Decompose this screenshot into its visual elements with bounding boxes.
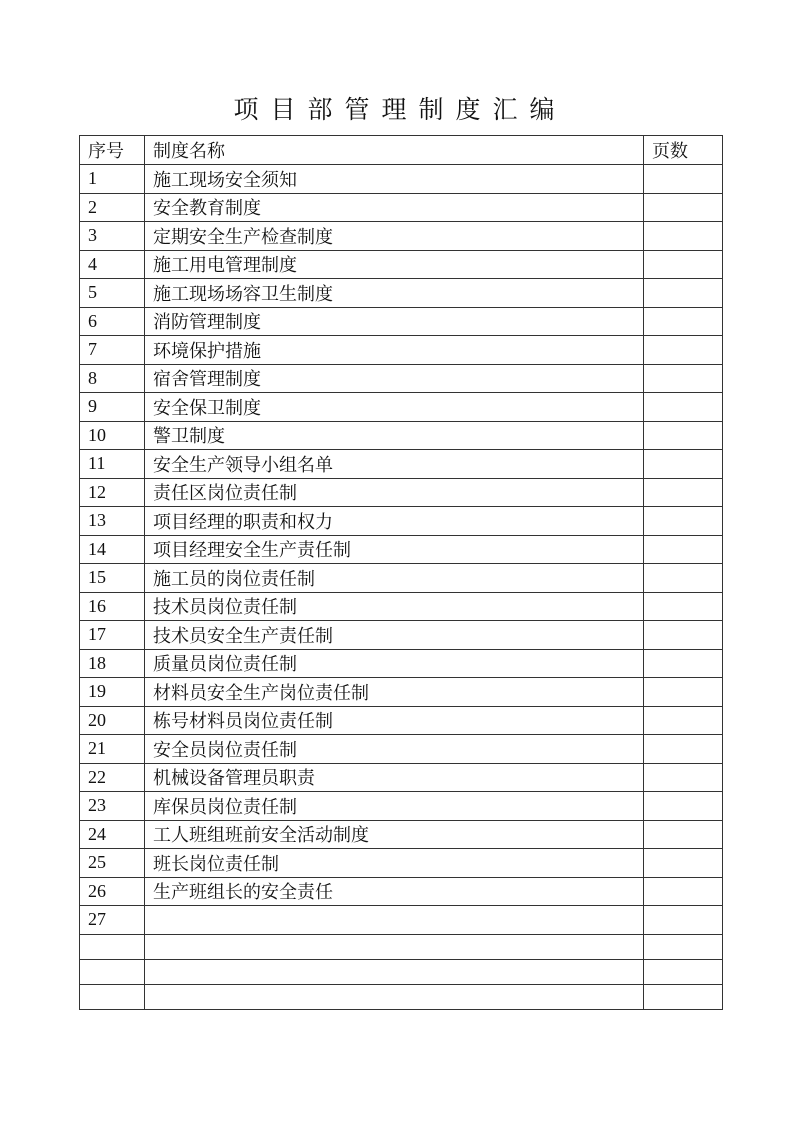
regulations-index-table xyxy=(79,135,723,1010)
row-seq: 15 xyxy=(80,564,145,593)
table-row xyxy=(80,279,723,308)
row-name: 施工现场场容卫生制度 xyxy=(145,279,644,308)
row-pages xyxy=(644,478,723,507)
row-pages xyxy=(644,421,723,450)
row-name: 工人班组班前安全活动制度 xyxy=(145,820,644,849)
row-seq: 11 xyxy=(80,450,145,479)
row-pages xyxy=(644,193,723,222)
row-seq: 16 xyxy=(80,592,145,621)
row-seq: 22 xyxy=(80,763,145,792)
row-pages xyxy=(644,906,723,935)
row-pages xyxy=(644,877,723,906)
row-seq: 23 xyxy=(80,792,145,821)
table-row-blank xyxy=(80,934,723,959)
row-seq: 17 xyxy=(80,621,145,650)
row-pages xyxy=(644,364,723,393)
row-name: 警卫制度 xyxy=(145,421,644,450)
row-seq: 6 xyxy=(80,307,145,336)
table-row xyxy=(80,250,723,279)
blank-cell xyxy=(644,959,723,984)
table-row xyxy=(80,906,723,935)
row-name: 安全教育制度 xyxy=(145,193,644,222)
row-pages xyxy=(644,307,723,336)
row-pages xyxy=(644,507,723,536)
table-row xyxy=(80,450,723,479)
table-row xyxy=(80,535,723,564)
row-seq: 9 xyxy=(80,393,145,422)
row-pages xyxy=(644,621,723,650)
row-name: 项目经理安全生产责任制 xyxy=(145,535,644,564)
row-pages xyxy=(644,735,723,764)
row-name: 机械设备管理员职责 xyxy=(145,763,644,792)
row-pages xyxy=(644,222,723,251)
row-pages xyxy=(644,849,723,878)
row-name: 班长岗位责任制 xyxy=(145,849,644,878)
blank-cell xyxy=(145,934,644,959)
row-pages xyxy=(644,792,723,821)
table-row xyxy=(80,592,723,621)
row-seq: 2 xyxy=(80,193,145,222)
table-row xyxy=(80,336,723,365)
table-row xyxy=(80,165,723,194)
blank-cell xyxy=(145,959,644,984)
page-title: 项目部管理制度汇编 xyxy=(233,95,567,124)
table-row xyxy=(80,735,723,764)
table-row xyxy=(80,393,723,422)
row-seq: 1 xyxy=(80,165,145,194)
table-row-blank xyxy=(80,984,723,1009)
row-seq: 7 xyxy=(80,336,145,365)
table-row xyxy=(80,307,723,336)
row-name: 施工现场安全须知 xyxy=(145,165,644,194)
header-pages: 页数 xyxy=(644,136,723,165)
row-seq: 18 xyxy=(80,649,145,678)
row-name: 项目经理的职责和权力 xyxy=(145,507,644,536)
blank-cell xyxy=(145,984,644,1009)
row-name: 环境保护措施 xyxy=(145,336,644,365)
table-row xyxy=(80,849,723,878)
blank-cell xyxy=(80,934,145,959)
row-seq: 26 xyxy=(80,877,145,906)
blank-cell xyxy=(80,959,145,984)
row-seq: 19 xyxy=(80,678,145,707)
table-row xyxy=(80,478,723,507)
row-seq: 13 xyxy=(80,507,145,536)
row-name: 栋号材料员岗位责任制 xyxy=(145,706,644,735)
table-row xyxy=(80,193,723,222)
table-row xyxy=(80,364,723,393)
row-name: 生产班组长的安全责任 xyxy=(145,877,644,906)
blank-cell xyxy=(644,934,723,959)
row-seq: 3 xyxy=(80,222,145,251)
table-row-blank xyxy=(80,959,723,984)
table-row xyxy=(80,678,723,707)
row-name: 安全保卫制度 xyxy=(145,393,644,422)
row-seq: 10 xyxy=(80,421,145,450)
row-pages xyxy=(644,535,723,564)
row-name: 施工用电管理制度 xyxy=(145,250,644,279)
row-seq: 21 xyxy=(80,735,145,764)
header-seq: 序号 xyxy=(80,136,145,165)
row-seq: 5 xyxy=(80,279,145,308)
row-name: 安全生产领导小组名单 xyxy=(145,450,644,479)
table-row xyxy=(80,421,723,450)
row-name: 技术员岗位责任制 xyxy=(145,592,644,621)
row-name: 安全员岗位责任制 xyxy=(145,735,644,764)
row-name: 施工员的岗位责任制 xyxy=(145,564,644,593)
row-pages xyxy=(644,592,723,621)
row-name: 材料员安全生产岗位责任制 xyxy=(145,678,644,707)
row-pages xyxy=(644,165,723,194)
row-seq: 14 xyxy=(80,535,145,564)
row-pages xyxy=(644,649,723,678)
row-name xyxy=(145,906,644,935)
row-name: 责任区岗位责任制 xyxy=(145,478,644,507)
row-name: 质量员岗位责任制 xyxy=(145,649,644,678)
table-body xyxy=(80,165,723,1010)
row-seq: 12 xyxy=(80,478,145,507)
row-pages xyxy=(644,336,723,365)
table-row xyxy=(80,706,723,735)
table-row xyxy=(80,222,723,251)
row-pages xyxy=(644,564,723,593)
row-name: 库保员岗位责任制 xyxy=(145,792,644,821)
table-row xyxy=(80,621,723,650)
table-row xyxy=(80,820,723,849)
row-pages xyxy=(644,450,723,479)
row-pages xyxy=(644,279,723,308)
table-row xyxy=(80,649,723,678)
table-row xyxy=(80,877,723,906)
row-pages xyxy=(644,678,723,707)
table-row xyxy=(80,792,723,821)
row-name: 定期安全生产检查制度 xyxy=(145,222,644,251)
row-name: 技术员安全生产责任制 xyxy=(145,621,644,650)
table-row xyxy=(80,763,723,792)
blank-cell xyxy=(80,984,145,1009)
table-row xyxy=(80,507,723,536)
row-seq: 25 xyxy=(80,849,145,878)
row-pages xyxy=(644,706,723,735)
header-name: 制度名称 xyxy=(145,136,644,165)
table-header-row xyxy=(80,136,723,165)
table-row xyxy=(80,564,723,593)
row-seq: 27 xyxy=(80,906,145,935)
row-pages xyxy=(644,250,723,279)
row-name: 消防管理制度 xyxy=(145,307,644,336)
row-pages xyxy=(644,763,723,792)
row-seq: 4 xyxy=(80,250,145,279)
row-seq: 24 xyxy=(80,820,145,849)
blank-cell xyxy=(644,984,723,1009)
row-pages xyxy=(644,393,723,422)
row-name: 宿舍管理制度 xyxy=(145,364,644,393)
row-seq: 20 xyxy=(80,706,145,735)
row-seq: 8 xyxy=(80,364,145,393)
row-pages xyxy=(644,820,723,849)
